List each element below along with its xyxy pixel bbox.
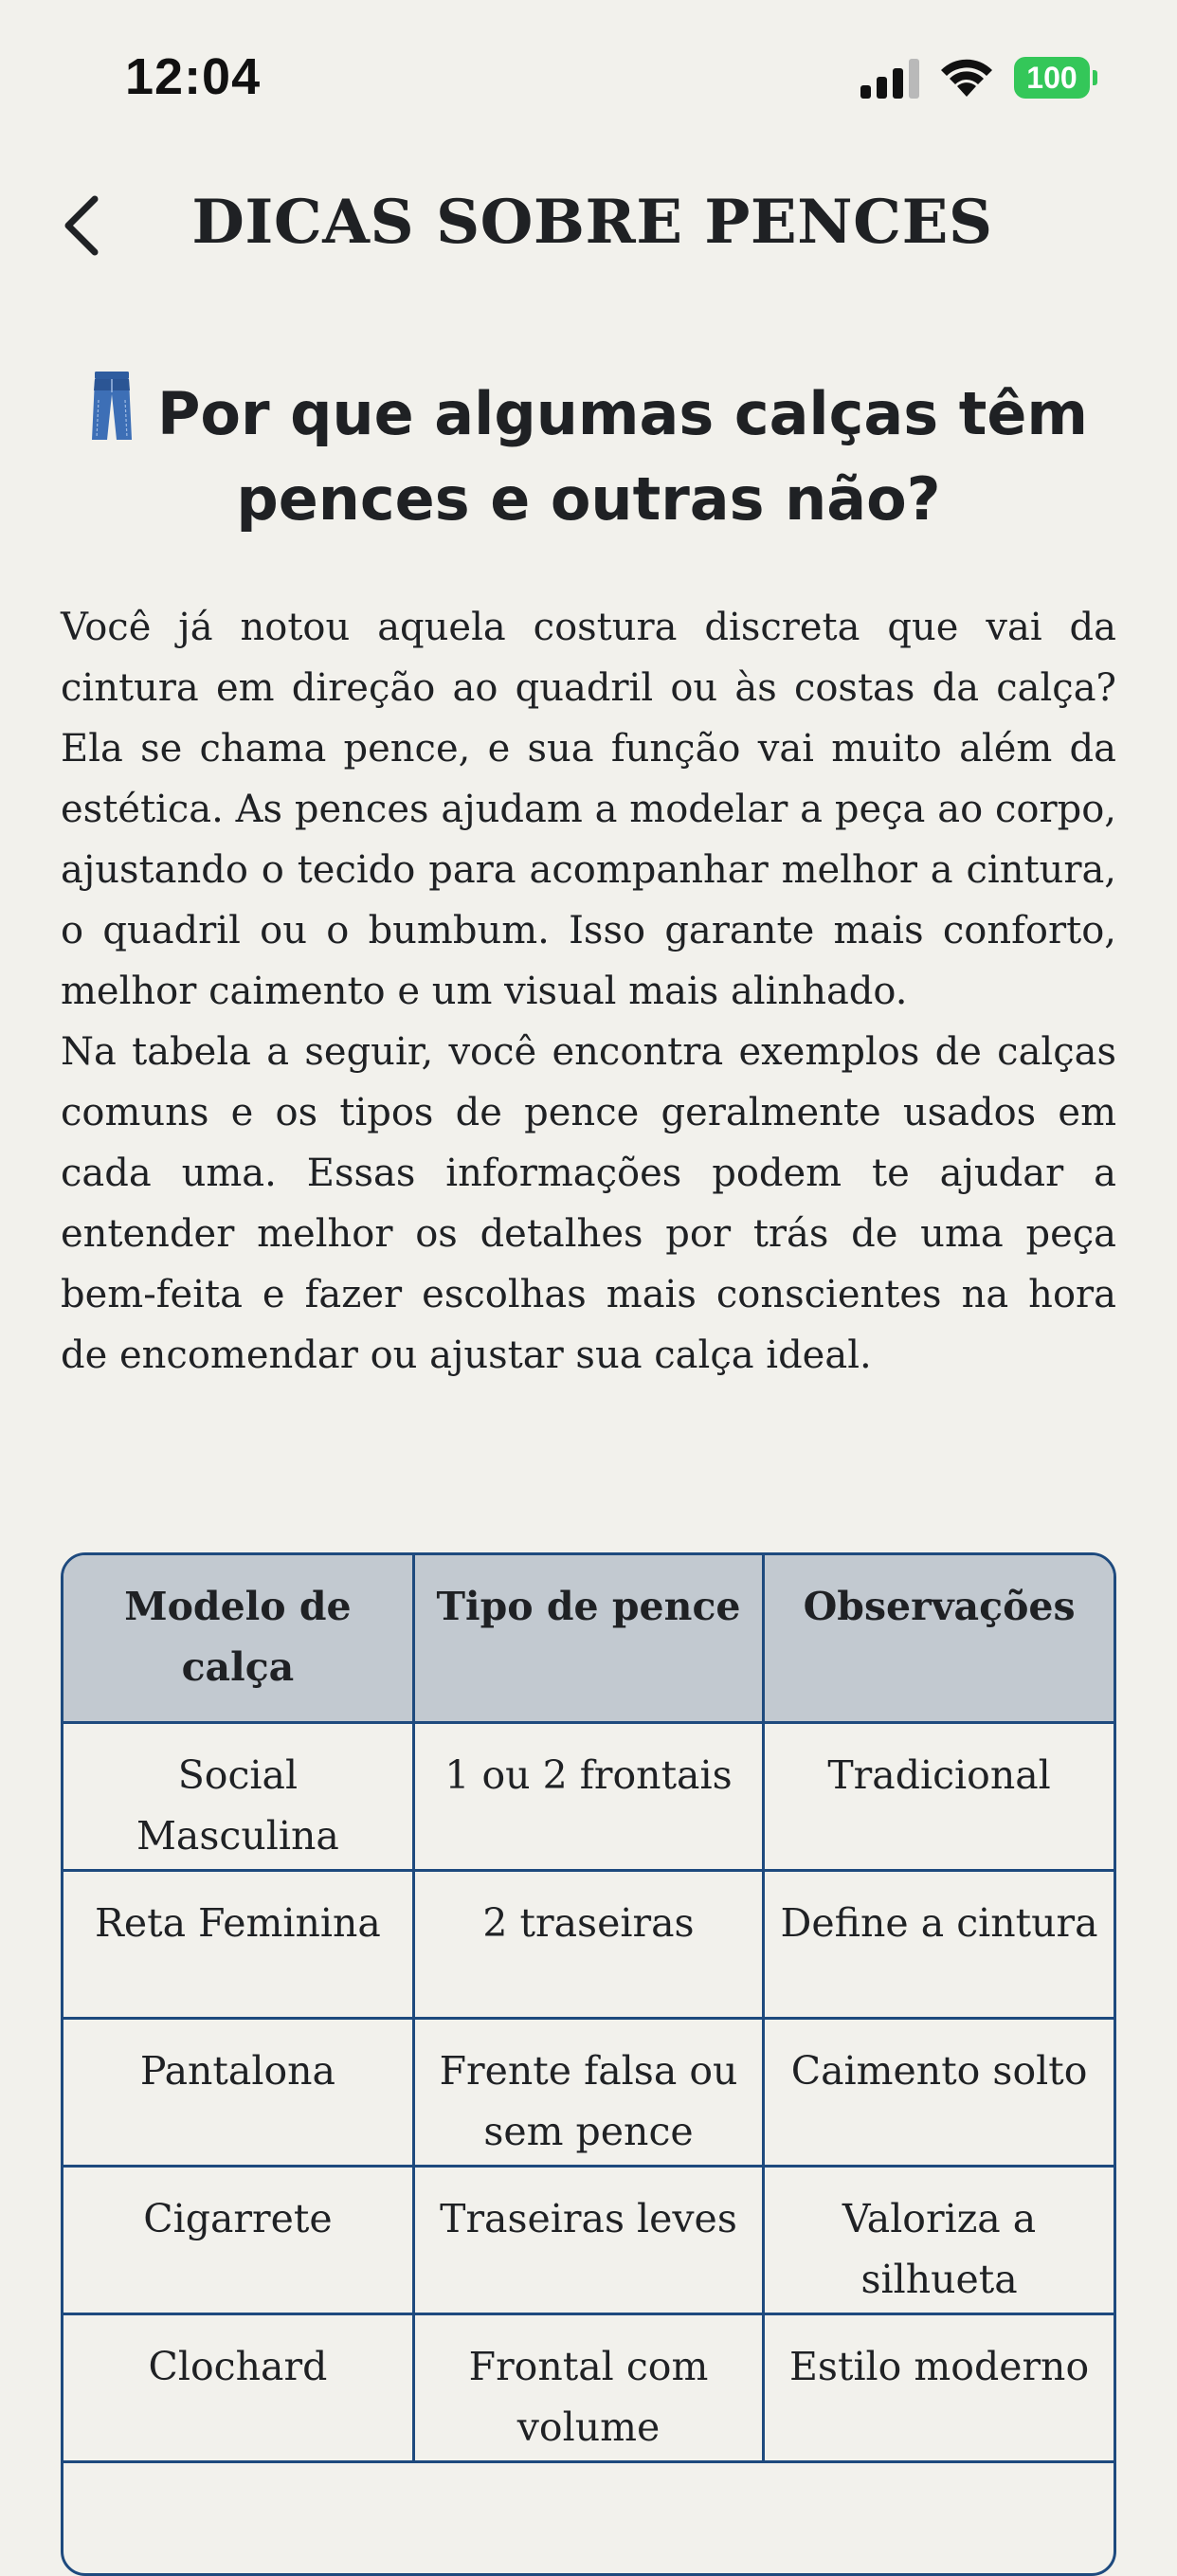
cell-observacoes: Estilo moderno <box>764 2313 1114 2461</box>
status-bar <box>0 0 1177 152</box>
wifi-icon <box>938 53 995 97</box>
jeans-icon <box>89 372 135 442</box>
article-body <box>61 597 1116 1386</box>
header-observacoes: Observações <box>764 1555 1114 1722</box>
pence-table-container <box>61 1552 1116 2576</box>
cell-observacoes: Tradicional <box>764 1722 1114 1870</box>
table-header-row <box>63 1555 1114 1722</box>
cell-tipo: Frente falsa ou sem pence <box>413 2018 763 2166</box>
battery-icon <box>1014 57 1097 99</box>
battery-cap <box>1093 70 1097 85</box>
cell-tipo: Frontal com volume <box>413 2313 763 2461</box>
battery-level: 100 <box>1014 57 1090 99</box>
status-time: 12:04 <box>125 48 262 105</box>
cell-modelo: Social Masculina <box>63 1722 413 1870</box>
cell-modelo: Pantalona <box>63 2018 413 2166</box>
back-button[interactable] <box>53 186 114 265</box>
cell-modelo: Cigarrete <box>63 2166 413 2313</box>
table-row <box>63 2018 1114 2166</box>
chevron-left-icon <box>53 186 114 265</box>
section-heading <box>66 372 1111 542</box>
header-modelo: Modelo de calça <box>63 1555 413 1722</box>
table-row <box>63 2166 1114 2313</box>
cell-tipo: Traseiras leves <box>413 2166 763 2313</box>
cell-modelo: Reta Feminina <box>63 1870 413 2018</box>
cell-tipo: 1 ou 2 frontais <box>413 1722 763 1870</box>
paragraph-table-intro: Na tabela a seguir, você encontra exemplos de calças comuns e os tipos de pence geralmente usados em cada uma. Essas informações podem te ajudar a entender melhor os detalhes por trás de uma peça bem-feita e fazer escolhas mais conscientes na hora de encomendar ou ajustar sua calça ideal. <box>61 1030 1116 1377</box>
pence-table <box>63 1555 1114 2463</box>
page-title: DICAS SOBRE PENCES <box>191 187 993 258</box>
section-heading-text: Por que algumas calças têm pences e outras não? <box>156 379 1089 534</box>
table-row <box>63 1870 1114 2018</box>
table-row <box>63 1722 1114 1870</box>
cell-observacoes: Define a cintura <box>764 1870 1114 2018</box>
cell-observacoes: Valoriza a silhueta <box>764 2166 1114 2313</box>
signal-icon <box>860 59 921 99</box>
paragraph-intro: Você já notou aquela costura discreta que vai da cintura em direção ao quadril ou às costas da calça? Ela se chama pence, e sua função vai muito além da estética. As pences ajudam a modelar a peça ao corpo, ajustando o tecido para acompanhar melhor a cintura, o quadril ou o bumbum. Isso garante mais conforto, melhor caimento e um visual mais alinhado. <box>61 606 1116 1013</box>
cell-modelo: Clochard <box>63 2313 413 2461</box>
table-row <box>63 2313 1114 2461</box>
cell-observacoes: Caimento solto <box>764 2018 1114 2166</box>
header-tipo: Tipo de pence <box>413 1555 763 1722</box>
cell-tipo: 2 traseiras <box>413 1870 763 2018</box>
